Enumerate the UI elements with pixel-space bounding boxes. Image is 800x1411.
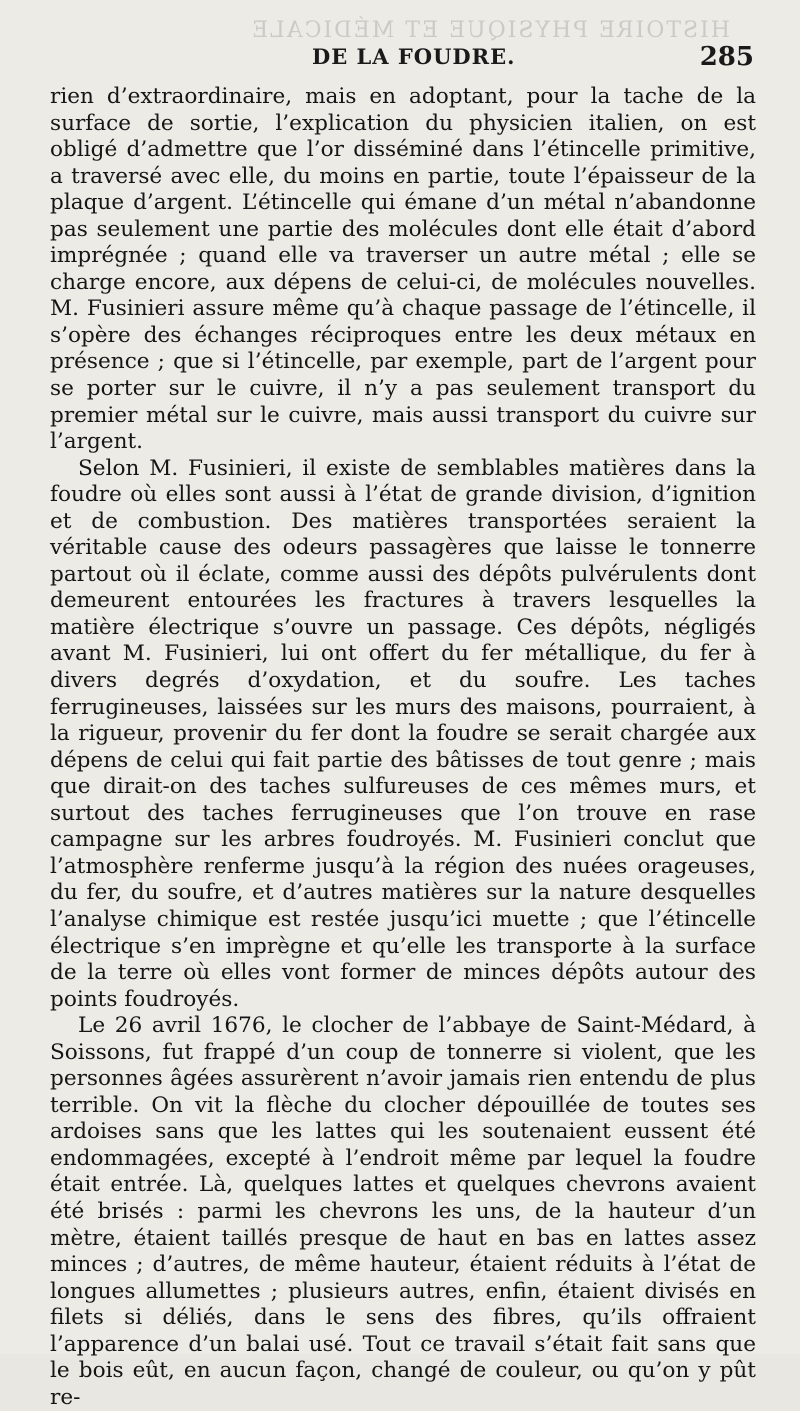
running-head: DE LA FOUDRE. bbox=[312, 44, 516, 69]
paragraph-1: rien d’extraordinaire, mais en adoptant, pour la tache de la surface de sortie, l’explication du physicien italien, on est obligé d’admettre que l’or disséminé dans l’étincelle primitive, a traversé avec elle, du moins en partie, toute l’épaisseur de la plaque d’argent. L’étincelle qui émane d’un métal n’abandonne pas seulement une partie des molécules dont elle était d’abord imprégnée ; quand elle va traverser un autre métal ; elle se charge encore, aux dépens de celui-ci, de molécules nouvelles. M. Fusinieri assure même qu’à chaque passage de l’étincelle, il s’opère des échanges réciproques entre les deux métaux en présence ; que si l’étincelle, par exemple, part de l’argent pour se porter sur le cuivre, il n’y a pas seulement transport du premier métal sur le cuivre, mais aussi transport du cuivre sur l’argent. bbox=[50, 84, 756, 455]
page-number: 285 bbox=[699, 42, 754, 72]
bleed-through-text: HISTOIRE PHYSIQUE ET MÉDICALE bbox=[250, 18, 730, 43]
page-header bbox=[50, 44, 756, 80]
body-text bbox=[50, 84, 756, 1411]
paragraph-2: Selon M. Fusinieri, il existe de semblables matières dans la foudre où elles sont aussi à l’état de grande division, d’ignition et de combustion. Des matières transportées seraient la véritable cause des odeurs passagères que laisse le tonnerre partout où il éclate, comme aussi des dépôts pulvérulents dont demeurent entourées les fractures à travers lesquelles la matière électrique s’ouvre un passage. Ces dépôts, négligés avant M. Fusinieri, lui ont offert du fer métallique, du fer à divers degrés d’oxydation, et du soufre. Les taches ferrugineuses, laissées sur les murs des maisons, pourraient, à la rigueur, provenir du fer dont la foudre se serait chargée aux dépens de celui qui fait partie des bâtisses de tout genre ; mais que dirait-on des taches sulfureuses de ces mêmes murs, et surtout des taches ferrugineuses que l’on trouve en rase campagne sur les arbres foudroyés. M. Fusinieri conclut que l’atmosphère renferme jusqu’à la région des nuées orageuses, du fer, du soufre, et d’autres matières sur la nature desquelles l’analyse chimique est restée jusqu’ici muette ; que l’étincelle électrique s’en imprègne et qu’elle les transporte à la surface de la terre où elles vont former de minces dépôts autour des points foudroyés. bbox=[50, 455, 756, 1012]
paragraph-3: Le 26 avril 1676, le clocher de l’abbaye de Saint-Médard, à Soissons, fut frappé d’un coup de tonnerre si violent, que les personnes âgées assurèrent n’avoir jamais rien entendu de plus terrible. On vit la flèche du clocher dépouillée de toutes ses ardoises sans que les lattes qui les soutenaient eussent été endommagées, excepté à l’endroit même par lequel la foudre était entrée. Là, quelques lattes et quelques chevrons avaient été brisés : parmi les chevrons les uns, de la hauteur d’un mètre, étaient taillés presque de haut en bas en lattes assez minces ; d’autres, de même hauteur, étaient réduits à l’état de longues allumettes ; plusieurs autres, enfin, étaient divisés en filets si déliés, dans le sens des fibres, qu’ils offraient l’apparence d’un balai usé. Tout ce travail s’était fait sans que le bois eût, en aucun façon, changé de couleur, ou qu’on y pût re- bbox=[50, 1013, 756, 1410]
